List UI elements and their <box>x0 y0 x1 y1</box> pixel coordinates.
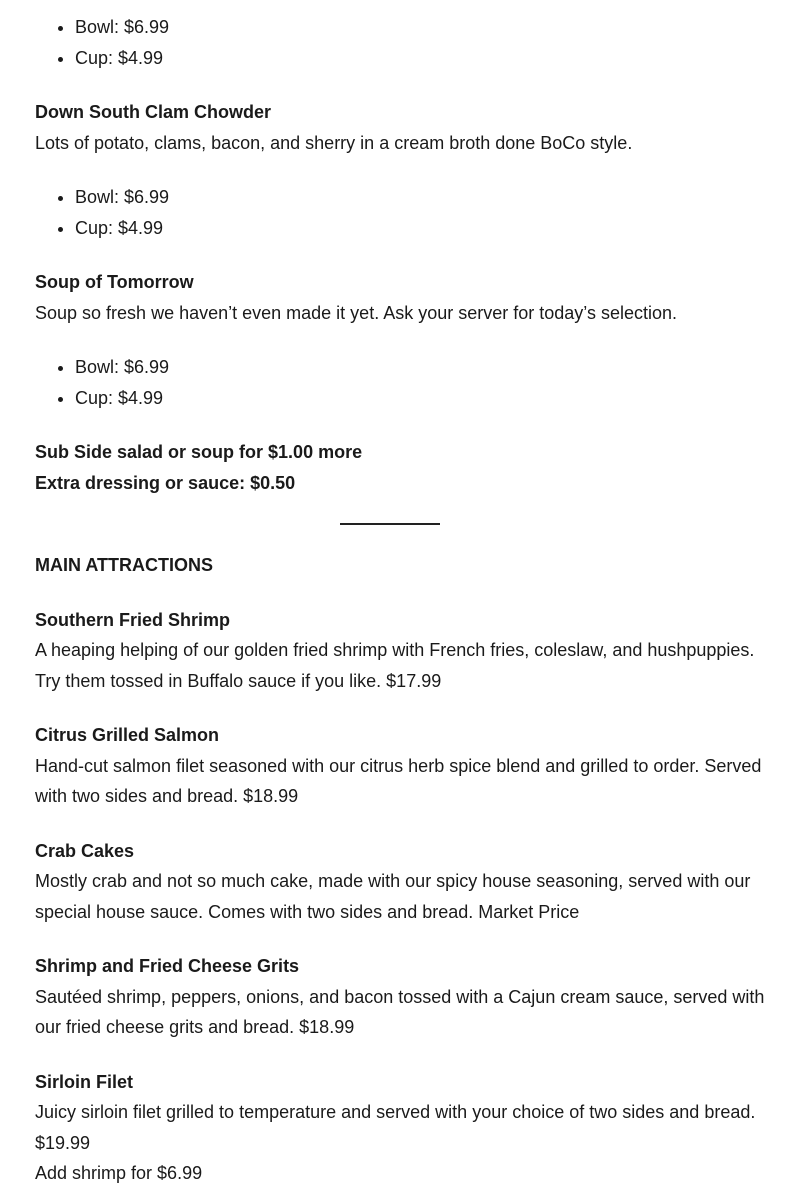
menu-item-description: Sautéed shrimp, peppers, onions, and bacon tossed with a Cajun cream sauce, served with our fried cheese grits and bread. $18.99 <box>35 986 765 1037</box>
menu-item-title: Southern Fried Shrimp <box>35 609 231 630</box>
menu-item-title: Sirloin Filet <box>35 1071 134 1092</box>
menu-item-description: Mostly crab and not so much cake, made with our spicy house seasoning, served with our special house sauce. Comes with two sides and bread. Market Price <box>35 871 751 922</box>
bowl-price: • Bowl: $6.99 <box>75 12 780 43</box>
price-list <box>35 182 780 243</box>
cup-price: • Cup: $4.99 <box>75 383 780 414</box>
menu-item-description: Soup so fresh we haven’t even made it yet. Ask your server for today’s selection. <box>35 302 677 323</box>
menu-item-addon: Add shrimp for $6.99 <box>35 1163 203 1183</box>
menu-item-description: A heaping helping of our golden fried shrimp with French fries, coleslaw, and hushpuppies. Try them tossed in Buffalo sauce if you like. $17.99 <box>35 640 755 691</box>
menu-item-title: Crab Cakes <box>35 840 135 861</box>
menu-item-title: Soup of Tomorrow <box>35 272 194 292</box>
menu-item-title: Down South Clam Chowder <box>35 102 271 122</box>
menu-item-title: Citrus Grilled Salmon <box>35 725 220 745</box>
menu-item-title: Shrimp and Fried Cheese Grits <box>35 956 300 976</box>
cup-price: • Cup: $4.99 <box>75 213 780 244</box>
sub-side-note: Sub Side salad or soup for $1.00 more <box>35 442 363 462</box>
price-list <box>35 12 780 73</box>
bowl-price: • Bowl: $6.99 <box>75 182 780 213</box>
menu-item-description: Lots of potato, clams, bacon, and sherry in a cream broth done BoCo style. <box>35 132 633 153</box>
price-list <box>35 352 780 413</box>
menu-content <box>35 12 780 1189</box>
menu-item-description: Juicy sirloin filet grilled to temperature and served with your choice of two sides and bread. $19.99 <box>35 1102 756 1153</box>
cup-price: • Cup: $4.99 <box>75 43 780 74</box>
section-divider <box>340 523 440 525</box>
section-title: MAIN ATTRACTIONS <box>35 555 213 575</box>
bowl-price: • Bowl: $6.99 <box>75 352 780 383</box>
menu-item-description: Hand-cut salmon filet seasoned with our citrus herb spice blend and grilled to order. Served with two sides and bread. $18.99 <box>35 755 762 806</box>
extra-dressing-note: Extra dressing or sauce: $0.50 <box>35 472 296 493</box>
